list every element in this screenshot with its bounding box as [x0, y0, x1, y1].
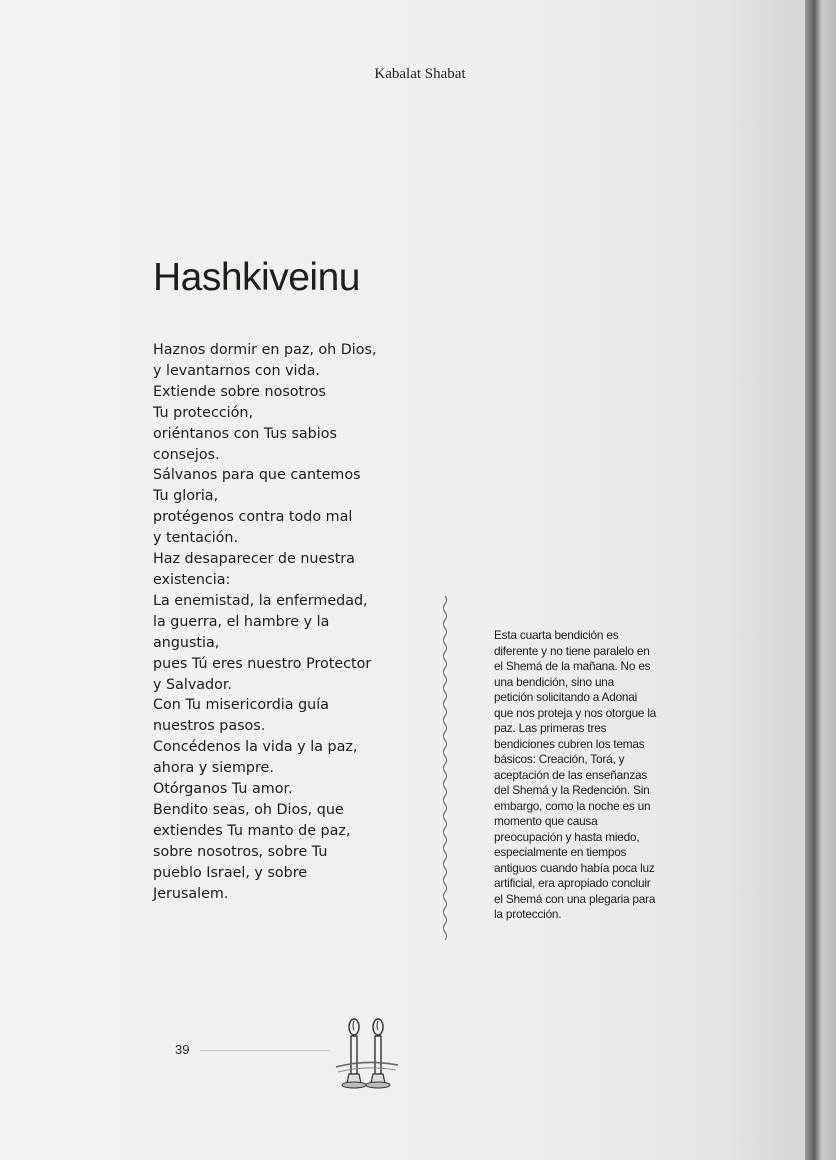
commentary-line: paz. Las primeras tres — [494, 721, 607, 735]
commentary-line: bendiciones cubren los temas — [494, 736, 645, 751]
prayer-text — [153, 340, 403, 904]
prayer-line: oriéntanos con Tus sabios — [153, 425, 337, 442]
commentary-line: diferente y no tiene paralelo en — [494, 643, 650, 658]
prayer-line: Jerusalem. — [153, 885, 229, 902]
commentary-line: especialmente en tiempos — [494, 845, 627, 859]
prayer-line: pues Tú eres nuestro Protector — [153, 655, 372, 672]
commentary-line: el Shemá de la mañana. No es — [494, 659, 651, 673]
prayer-line: pueblo Israel, y sobre — [153, 864, 308, 881]
prayer-line: protégenos contra todo mal — [153, 509, 353, 526]
prayer-line: Tu protección, — [153, 404, 254, 421]
prayer-line: existencia: — [153, 571, 231, 588]
prayer-line: y tentación. — [153, 530, 239, 547]
prayer-line: y levantarnos con vida. — [153, 362, 320, 379]
prayer-line: Bendito seas, oh Dios, que — [153, 801, 344, 818]
prayer-line: consejos. — [153, 446, 220, 463]
commentary-line: aceptación de las enseñanzas — [494, 767, 648, 782]
wavy-divider — [438, 596, 452, 940]
prayer-line: extiendes Tu manto de paz, — [153, 822, 351, 839]
prayer-line: La enemistad, la enfermedad, — [153, 592, 368, 609]
commentary-line: artificial, era apropiado concluir — [494, 876, 651, 890]
commentary-line: básicos: Creación, Torá, y — [494, 752, 625, 766]
commentary-line: del Shemá y la Redención. Sin — [494, 783, 650, 797]
page-number: 39 — [175, 1042, 190, 1057]
footer-rule — [200, 1050, 330, 1051]
commentary-line: antiguos cuando había poca luz — [494, 860, 655, 875]
prayer-line: Concédenos la vida y la paz, — [153, 739, 358, 756]
prayer-line: ahora y siempre. — [153, 760, 274, 777]
prayer-line: Haz desaparecer de nuestra — [153, 551, 355, 568]
commentary-line: embargo, como la noche es un — [494, 798, 651, 813]
prayer-line: Tu gloria, — [153, 488, 219, 505]
prayer-line: angustia, — [153, 634, 220, 651]
commentary-line: la protección. — [494, 907, 562, 921]
prayer-line: Otórganos Tu amor. — [153, 781, 293, 798]
prayer-line: nuestros pasos. — [153, 718, 266, 735]
commentary-line: el Shemá con una plegaria para — [494, 891, 656, 906]
book-spine-edge — [805, 0, 836, 1160]
page-title: Hashkiveinu — [153, 256, 360, 299]
commentary-line: Esta cuarta bendición es — [494, 628, 619, 642]
prayer-line: Sálvanos para que cantemos — [153, 467, 361, 484]
commentary-line: momento que causa — [494, 814, 598, 828]
prayer-line: Con Tu misericordia guía — [153, 697, 329, 714]
prayer-line: la guerra, el hambre y la — [153, 613, 330, 630]
commentary-line: preocupación y hasta miedo, — [494, 829, 640, 844]
commentary-line: petición solicitando a Adonai — [494, 690, 638, 704]
commentary-note — [494, 628, 692, 923]
commentary-line: una bendición, sino una — [494, 674, 615, 689]
running-header: Kabalat Shabat — [374, 66, 466, 82]
commentary-line: que nos proteja y nos otorgue la — [494, 705, 657, 720]
prayer-line: Haznos dormir en paz, oh Dios, — [153, 342, 377, 358]
prayer-line: Extiende sobre nosotros — [153, 383, 326, 400]
prayer-line: y Salvador. — [153, 676, 232, 693]
prayer-line: sobre nosotros, sobre Tu — [153, 843, 328, 860]
shabbat-candles-icon — [332, 1015, 402, 1091]
